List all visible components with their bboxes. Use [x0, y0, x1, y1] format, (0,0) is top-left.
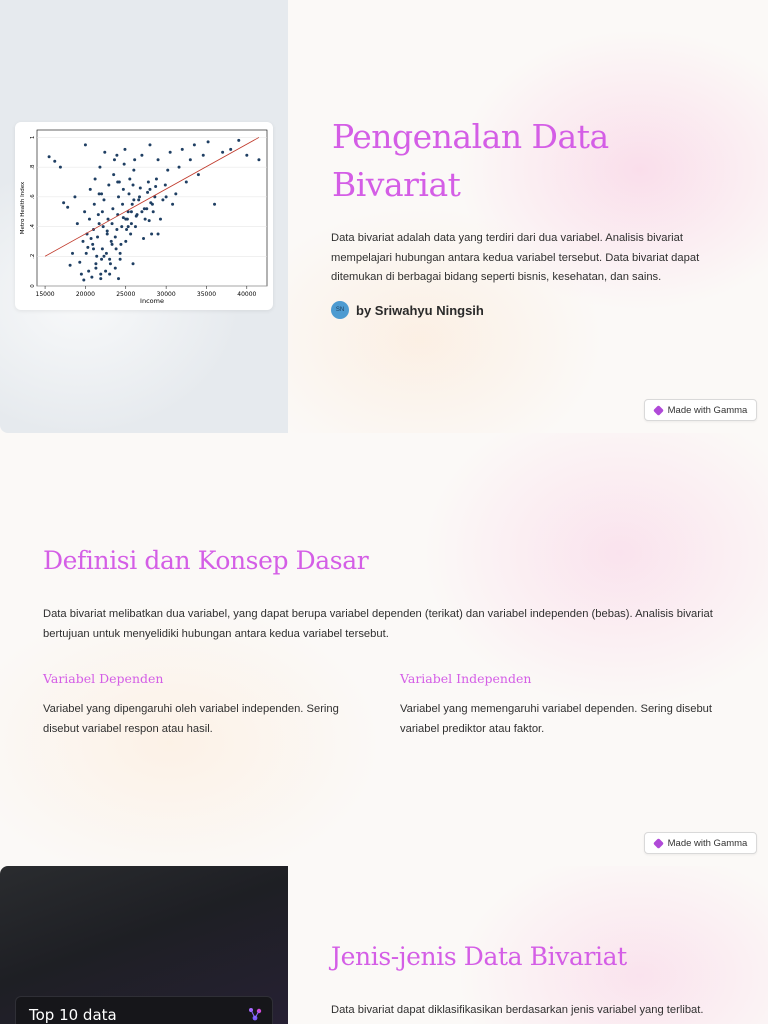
data-point	[137, 198, 140, 201]
data-point	[157, 233, 160, 236]
data-point	[202, 154, 205, 157]
slide-types	[0, 866, 768, 1024]
x-tick-label: 25000	[116, 291, 136, 298]
badge-label: Made with Gamma	[667, 404, 748, 416]
data-point	[123, 163, 126, 166]
data-point	[90, 276, 93, 279]
column-text: Variabel yang memengaruhi variabel dependen. Sering disebut variabel prediktor atau faktor.	[400, 703, 713, 735]
data-point	[124, 240, 127, 243]
data-point	[152, 210, 155, 213]
slide-definitions	[0, 433, 768, 866]
data-point	[142, 237, 145, 240]
data-point	[197, 173, 200, 176]
data-point	[193, 143, 196, 146]
data-point	[103, 151, 106, 154]
card-title: Top 10 data	[29, 1006, 117, 1024]
data-point	[117, 195, 120, 198]
data-point	[130, 210, 133, 213]
data-point	[59, 166, 62, 169]
data-point	[105, 252, 108, 255]
avatar: SN	[331, 301, 349, 319]
x-tick-label: 20000	[75, 291, 95, 298]
data-point	[99, 273, 102, 276]
data-point	[111, 222, 114, 225]
data-point	[128, 192, 131, 195]
data-point	[91, 243, 94, 246]
data-point	[178, 166, 181, 169]
data-point	[96, 235, 99, 238]
data-point	[113, 158, 116, 161]
y-tick-label: .2	[30, 253, 36, 259]
data-point	[159, 218, 162, 221]
data-card	[15, 996, 273, 1024]
data-point	[148, 188, 151, 191]
data-point	[257, 158, 260, 161]
data-point	[140, 210, 143, 213]
data-point	[181, 148, 184, 151]
data-point	[133, 158, 136, 161]
data-point	[78, 261, 81, 264]
data-point	[101, 210, 104, 213]
data-point	[213, 203, 216, 206]
data-point	[111, 243, 114, 246]
data-point	[71, 252, 74, 255]
data-point	[102, 198, 105, 201]
data-point	[121, 203, 124, 206]
data-point	[140, 154, 143, 157]
data-point	[143, 207, 146, 210]
column-heading: Variabel Independen	[400, 671, 532, 686]
data-point	[115, 154, 118, 157]
data-point	[148, 143, 151, 146]
data-point	[87, 270, 90, 273]
data-point	[106, 233, 109, 236]
data-point	[157, 158, 160, 161]
data-point	[88, 218, 91, 221]
data-point	[114, 267, 117, 270]
data-point	[110, 240, 113, 243]
data-point	[93, 203, 96, 206]
slide-intro	[0, 0, 768, 433]
intro-description: Data bivariat adalah data yang terdiri dari dua variabel. Analisis bivariat mempelajari hubungan antara kedua variabel tersebut. Data bivariat dapat ditemukan di berbagai bidang seperti bisnis, kesehatan, dan sains.	[331, 232, 700, 283]
data-point	[69, 264, 72, 267]
data-point	[90, 237, 93, 240]
data-point	[94, 267, 97, 270]
data-point	[97, 213, 100, 216]
data-point	[148, 219, 151, 222]
x-tick-label: 35000	[196, 291, 217, 298]
data-point	[102, 225, 105, 228]
data-point	[147, 181, 150, 184]
column-independent	[400, 671, 720, 739]
scatter-chart-card	[15, 122, 273, 310]
section-title: Jenis-jenis Data Bivariat	[331, 942, 627, 971]
data-point	[100, 258, 103, 261]
dark-image-panel	[0, 866, 288, 1024]
gamma-logo-icon	[653, 405, 664, 416]
data-point	[132, 198, 135, 201]
scatter-plot	[15, 122, 273, 310]
data-point	[165, 195, 168, 198]
data-point	[171, 203, 174, 206]
data-point	[85, 252, 88, 255]
x-tick-label: 30000	[156, 291, 176, 298]
data-point	[86, 246, 89, 249]
section-description: Data bivariat dapat diklasifikasikan berdasarkan jenis variabel yang terlibat.	[331, 1004, 704, 1016]
author-name: by Sriwahyu Ningsih	[356, 302, 484, 318]
data-point	[112, 173, 115, 176]
data-point	[134, 225, 137, 228]
data-point	[82, 279, 85, 282]
data-point	[150, 233, 153, 236]
data-point	[53, 160, 56, 163]
data-point	[128, 178, 131, 181]
data-point	[100, 192, 103, 195]
data-point	[84, 143, 87, 146]
x-axis-label: Income	[140, 297, 164, 305]
data-point	[221, 151, 224, 154]
x-tick-label: 15000	[35, 291, 55, 298]
data-point	[111, 207, 114, 210]
data-point	[139, 186, 142, 189]
data-point	[104, 270, 107, 273]
network-icon	[248, 1007, 262, 1021]
author-row	[331, 301, 484, 319]
data-point	[132, 262, 135, 265]
section-title: Definisi dan Konsep Dasar	[43, 546, 369, 575]
data-point	[115, 247, 118, 250]
data-point	[138, 195, 141, 198]
data-point	[154, 185, 157, 188]
data-point	[127, 225, 130, 228]
data-point	[82, 240, 85, 243]
column-heading: Variabel Dependen	[43, 671, 164, 686]
data-point	[169, 151, 172, 154]
section-description: Data bivariat melibatkan dua variabel, yang dapat berupa variabel dependen (terikat) dan variabel independen (bebas). Analisis bivariat bertujuan untuk menyelidiki hubungan antara kedua variabel tersebut.	[43, 608, 713, 640]
y-tick-label: 0	[30, 284, 36, 288]
data-point	[155, 178, 158, 181]
data-point	[89, 188, 92, 191]
data-point	[123, 148, 126, 151]
data-point	[132, 183, 135, 186]
data-point	[144, 218, 147, 221]
column-text: Variabel yang dipengaruhi oleh variabel independen. Sering disebut variabel respon atau hasil.	[43, 703, 339, 735]
page-title: Pengenalan Data Bivariat	[332, 117, 609, 204]
data-point	[164, 183, 167, 186]
column-dependent	[43, 671, 363, 739]
data-point	[119, 252, 122, 255]
data-point	[107, 183, 110, 186]
data-point	[125, 228, 128, 231]
data-point	[99, 277, 102, 280]
data-point	[119, 243, 122, 246]
data-point	[108, 258, 111, 261]
data-point	[124, 218, 127, 221]
chart-panel	[0, 0, 288, 433]
data-point	[149, 201, 152, 204]
data-point	[115, 228, 118, 231]
data-point	[109, 262, 112, 265]
data-point	[76, 222, 79, 225]
data-point	[237, 139, 240, 142]
data-point	[131, 203, 134, 206]
data-point	[120, 225, 123, 228]
data-point	[122, 188, 125, 191]
y-tick-label: .4	[30, 223, 36, 230]
data-point	[80, 273, 83, 276]
data-point	[83, 210, 86, 213]
data-point	[62, 201, 65, 204]
data-point	[95, 255, 98, 258]
data-point	[117, 277, 120, 280]
data-point	[229, 148, 232, 151]
data-point	[166, 169, 169, 172]
data-point	[132, 169, 135, 172]
data-point	[130, 222, 133, 225]
x-tick-label: 40000	[237, 291, 257, 298]
data-point	[73, 195, 76, 198]
data-point	[119, 258, 122, 261]
data-point	[161, 198, 164, 201]
made-with-gamma-badge[interactable]	[644, 832, 757, 854]
y-tick-label: .6	[30, 194, 36, 200]
data-point	[245, 154, 248, 157]
data-point	[106, 230, 109, 233]
y-tick-label: .8	[30, 164, 36, 170]
data-point	[207, 140, 210, 143]
data-point	[107, 218, 110, 221]
data-point	[189, 158, 192, 161]
y-axis-label: Metro Health Index	[20, 181, 26, 235]
data-point	[114, 235, 117, 238]
data-point	[101, 247, 104, 250]
data-point	[108, 273, 111, 276]
made-with-gamma-badge[interactable]	[644, 399, 757, 421]
data-point	[135, 215, 138, 218]
data-point	[116, 181, 119, 184]
data-point	[48, 155, 51, 158]
data-point	[94, 262, 97, 265]
data-point	[98, 222, 101, 225]
badge-label: Made with Gamma	[667, 837, 748, 849]
gamma-logo-icon	[653, 838, 664, 849]
y-tick-label: 1	[30, 135, 36, 140]
data-point	[98, 166, 101, 169]
data-point	[185, 181, 188, 184]
data-point	[66, 206, 69, 209]
data-point	[129, 233, 132, 236]
data-point	[146, 191, 149, 194]
data-point	[94, 178, 97, 181]
data-point	[174, 192, 177, 195]
data-point	[92, 247, 95, 250]
data-point	[102, 255, 105, 258]
